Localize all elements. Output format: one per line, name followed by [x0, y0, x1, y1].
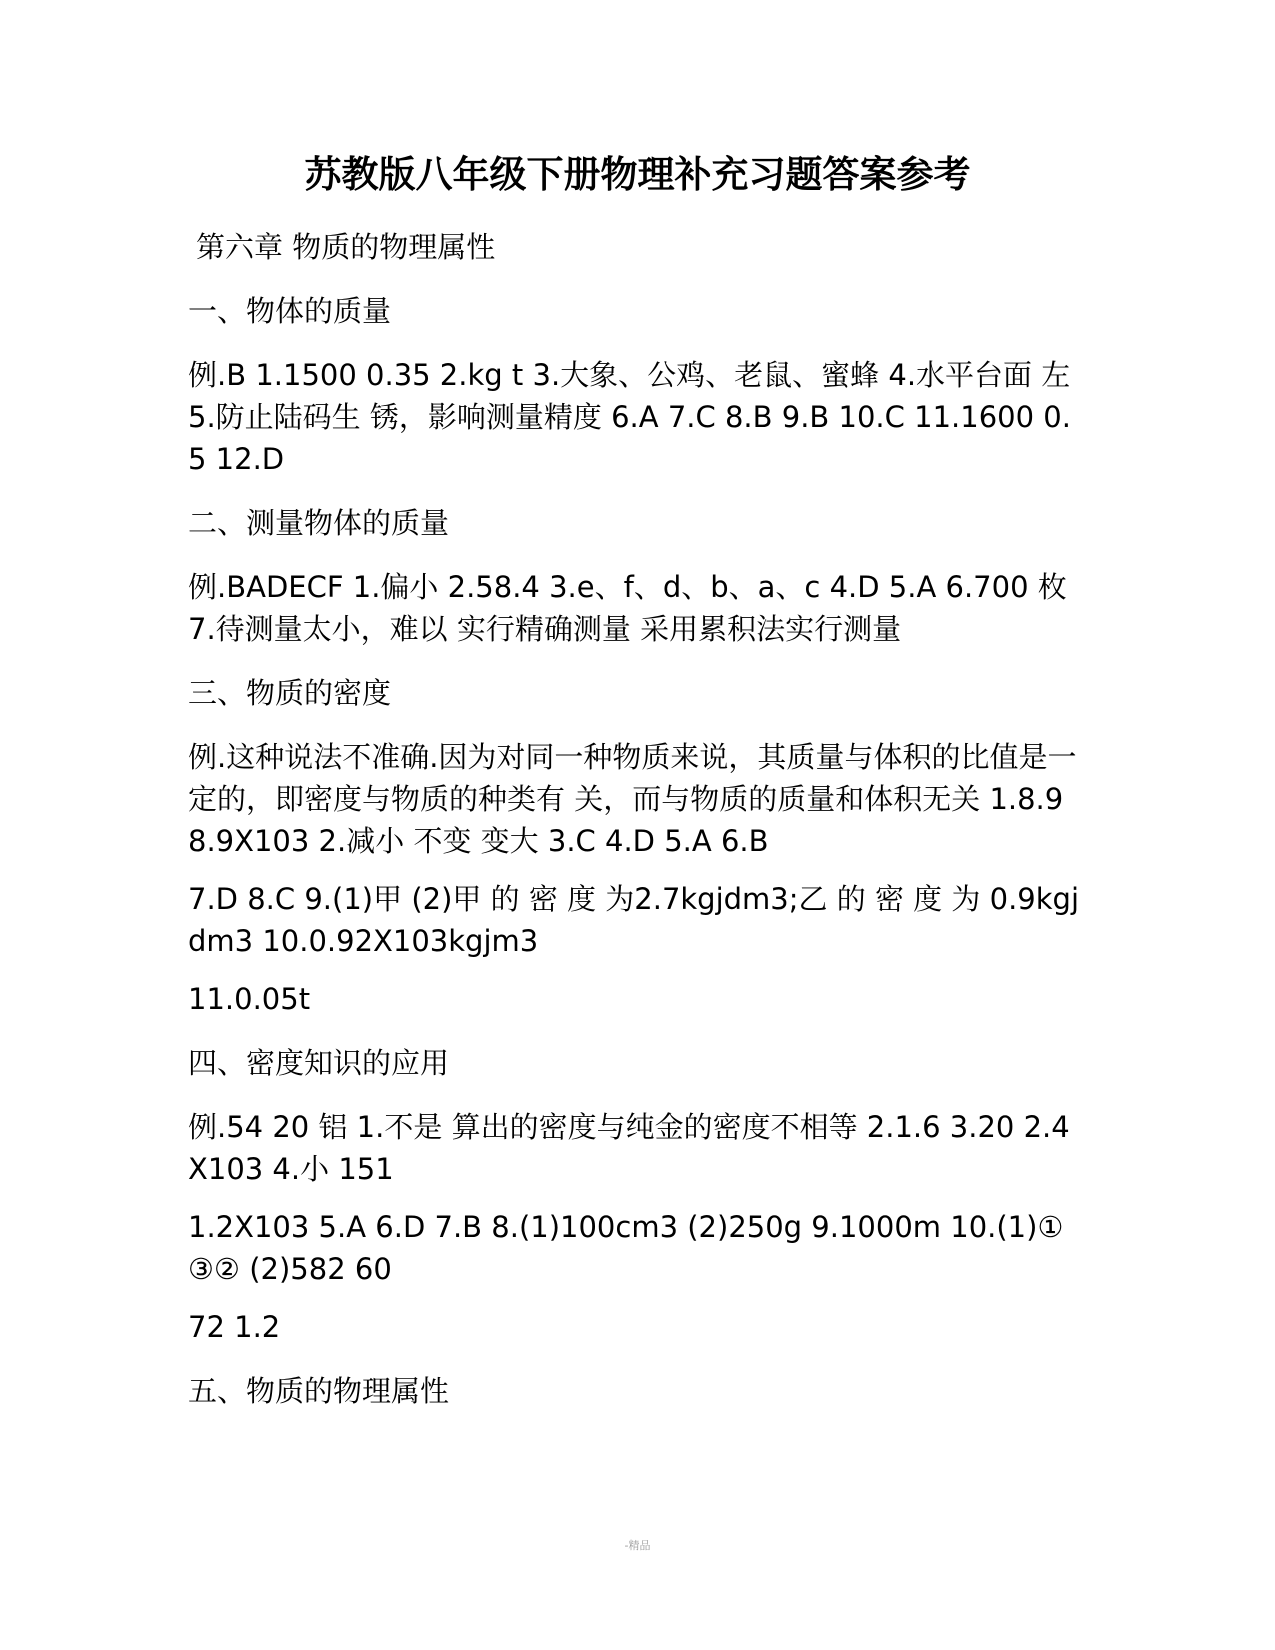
section-4-paragraph-1: 例.54 20 铝 1.不是 算出的密度与纯金的密度不相等 2.1.6 3.20 2.4X103 4.小 151 [188, 1110, 1070, 1186]
section-4-paragraph-2: 1.2X103 5.A 6.D 7.B 8.(1)100cm3 (2)250g 9.1000m 10.(1)①③② (2)582 60 [188, 1210, 1064, 1286]
section-3-paragraph-2: 7.D 8.C 9.(1)甲 (2)甲 的 密 度 为2.7kgjdm3;乙 的 密 度 为 0.9kgjdm3 10.0.92X103kgjm3 [188, 882, 1080, 958]
section-heading-2: 二、测量物体的质量 [188, 506, 450, 540]
section-heading-5: 五、物质的物理属性 [188, 1374, 450, 1408]
section-4-paragraph-3: 72 1.2 [188, 1310, 281, 1344]
section-heading-3: 三、物质的密度 [188, 676, 392, 710]
section-2-paragraph-1: 例.BADECF 1.偏小 2.58.4 3.e、f、d、b、a、c 4.D 5.A 6.700 枚 7.待测量太小，难以 实行精确测量 采用累积法实行测量 [188, 570, 1067, 646]
section-3-paragraph-3: 11.0.05t [188, 982, 311, 1016]
document-body [188, 226, 1088, 1434]
section-heading-4: 四、密度知识的应用 [188, 1046, 450, 1080]
section-heading-1: 一、物体的质量 [188, 294, 392, 328]
page-footer: -精品 [624, 1539, 651, 1552]
section-3-paragraph-1: 例.这种说法不准确.因为对同一种物质来说，其质量与体积的比值是一定的，即密度与物质的种类有 关，而与物质的质量和体积无关 1.8.9 8.9X103 2.减小 不变 变大 3.C 4.D 5.A 6.B [188, 740, 1077, 858]
document-title: 苏教版八年级下册物理补充习题答案参考 [304, 153, 971, 196]
chapter-heading: 第六章 物质的物理属性 [196, 230, 496, 264]
section-1-paragraph-1: 例.B 1.1500 0.35 2.kg t 3.大象、公鸡、老鼠、蜜蜂 4.水平台面 左 5.防止陆码生 锈，影响测量精度 6.A 7.C 8.B 9.B 10.C 11.1600 0.5 12.D [188, 358, 1071, 476]
